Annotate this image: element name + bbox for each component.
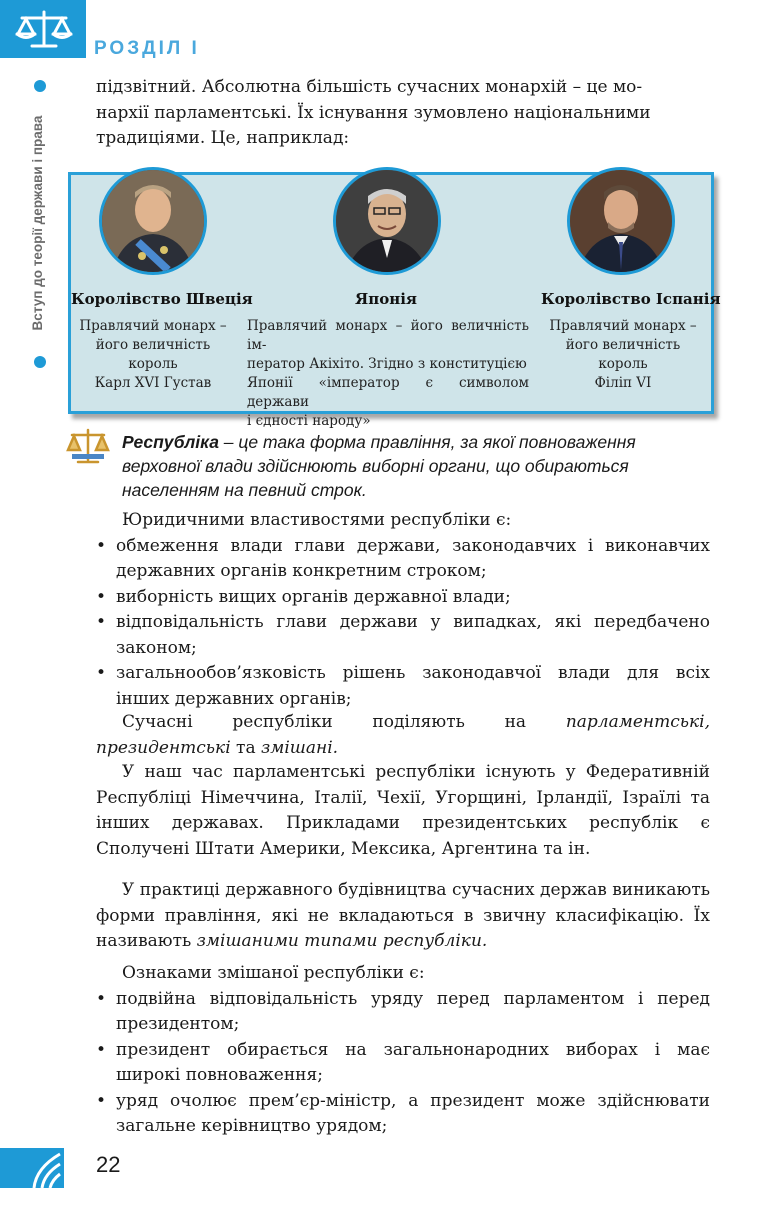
list-item: • виборність вищих органів державної влади;: [94, 585, 710, 611]
footer-bar: [0, 1148, 64, 1188]
list-item: • президент обирається на загальнонародних виборах і має широкі повноваження;: [94, 1038, 710, 1089]
desc-line: і єдності народу»: [247, 413, 371, 429]
mixed-paragraph: [96, 878, 710, 955]
rail-dot-top-icon: [34, 80, 46, 92]
definition-term: Республіка: [122, 432, 219, 452]
signs-lead: Ознаками змішаної республіки є:: [122, 963, 425, 983]
types-em1: парламентські, президентські: [96, 712, 710, 758]
monarch-title-japan: Японія: [355, 290, 417, 308]
list-item: • подвійна відповідальність уряду перед парламентом і перед президентом;: [94, 987, 710, 1038]
king-portrait-icon: [570, 170, 672, 272]
desc-line: його величність: [565, 337, 681, 353]
types-paragraph: [96, 710, 710, 761]
intro-paragraph: [96, 75, 710, 152]
section-title: РОЗДІЛ І: [94, 38, 200, 59]
properties-list: [94, 534, 710, 713]
monarch-desc-japan: [247, 317, 529, 431]
republic-definition: [122, 430, 712, 502]
monarch-title-sweden: Королівство Швеція: [71, 290, 253, 308]
wave-arcs-icon: [30, 1148, 64, 1188]
properties-block: [96, 508, 710, 712]
examples-text: У наш час парламентські республіки існують у Федеративній Республіці Німеччина, Італії, Чехії, Угорщині, Ірландії, Ізраїлі та інших державах. Прикладами президентських республік є Сполучені Штати Америки, Мексика, Аргентина та ін.: [96, 762, 710, 859]
desc-line: ператор Акіхіто. Згідно з конституцією: [247, 356, 527, 372]
properties-lead: Юридичними властивостями республіки є:: [122, 510, 512, 530]
header-corner-block: [0, 0, 86, 58]
mixed-pre: У практиці державного будівництва сучасних держав виникають форми правління, які не вкладаються в звичну класифікацію. Їх називають: [96, 880, 710, 951]
side-rail: [30, 80, 50, 370]
monarch-desc-spain: [541, 317, 705, 393]
page-number: 22: [96, 1152, 121, 1177]
monarch-desc-sweden: [71, 317, 235, 393]
king-portrait-icon: [102, 170, 204, 272]
types-em2: змішані.: [261, 737, 339, 758]
desc-line: Карл XVI Густав: [94, 375, 212, 391]
types-mid: та: [230, 737, 261, 758]
types-text: [96, 710, 710, 761]
desc-line: король: [128, 356, 178, 372]
intro-line: нархії парламентські. Їх існування зумовлено національними: [96, 102, 651, 123]
list-item: • загальнообов’язковість рішень законодавчої влади для всіх інших державних органів;: [94, 661, 710, 712]
signs-block: [96, 961, 710, 1140]
desc-line: король: [598, 356, 648, 372]
scales-of-justice-icon: [14, 8, 74, 52]
portrait-spain: [567, 167, 675, 275]
side-chapter-label: Вступ до теорії держави і права: [30, 115, 45, 331]
desc-line: Філіп VI: [594, 375, 652, 391]
portrait-japan: [333, 167, 441, 275]
mixed-text: [96, 878, 710, 955]
monarchs-panel: [68, 172, 721, 429]
definition-scales-icon: [66, 424, 110, 468]
portrait-sweden: [99, 167, 207, 275]
desc-line: Правлячий монарх – його величність ім-: [247, 318, 529, 353]
desc-line: його величність: [95, 337, 211, 353]
list-item: • відповідальність глави держави у випадках, які передбачено законом;: [94, 610, 710, 661]
types-pre: Сучасні республіки поділяють на: [122, 712, 566, 732]
signs-list: [94, 987, 710, 1140]
rail-dot-bottom-icon: [34, 356, 46, 368]
desc-line: Правлячий монарх –: [79, 318, 227, 334]
intro-line: підзвітний. Абсолютна більшість сучасних монархій – це мо-: [96, 77, 643, 97]
examples-paragraph: [96, 760, 710, 862]
desc-line: Правлячий монарх –: [549, 318, 697, 334]
intro-line: традиціями. Це, наприклад:: [96, 128, 350, 148]
list-item: • уряд очолює прем’єр-міністр, а президент може здійснювати загальне керівництво урядом;: [94, 1089, 710, 1140]
list-item: • обмеження влади глави держави, законодавчих і виконавчих державних органів конкретним строком;: [94, 534, 710, 585]
emperor-portrait-icon: [336, 170, 438, 272]
mixed-em: змішаними типами республіки.: [196, 931, 488, 951]
desc-line: Японії «імператор є символом держави: [247, 375, 529, 410]
definition-text: – це така форма правління, за якої повноваження верховної влади здійснюють виборні органи, що обираються населенням на певний строк.: [122, 432, 636, 500]
monarch-title-spain: Королівство Іспанія: [541, 290, 721, 308]
